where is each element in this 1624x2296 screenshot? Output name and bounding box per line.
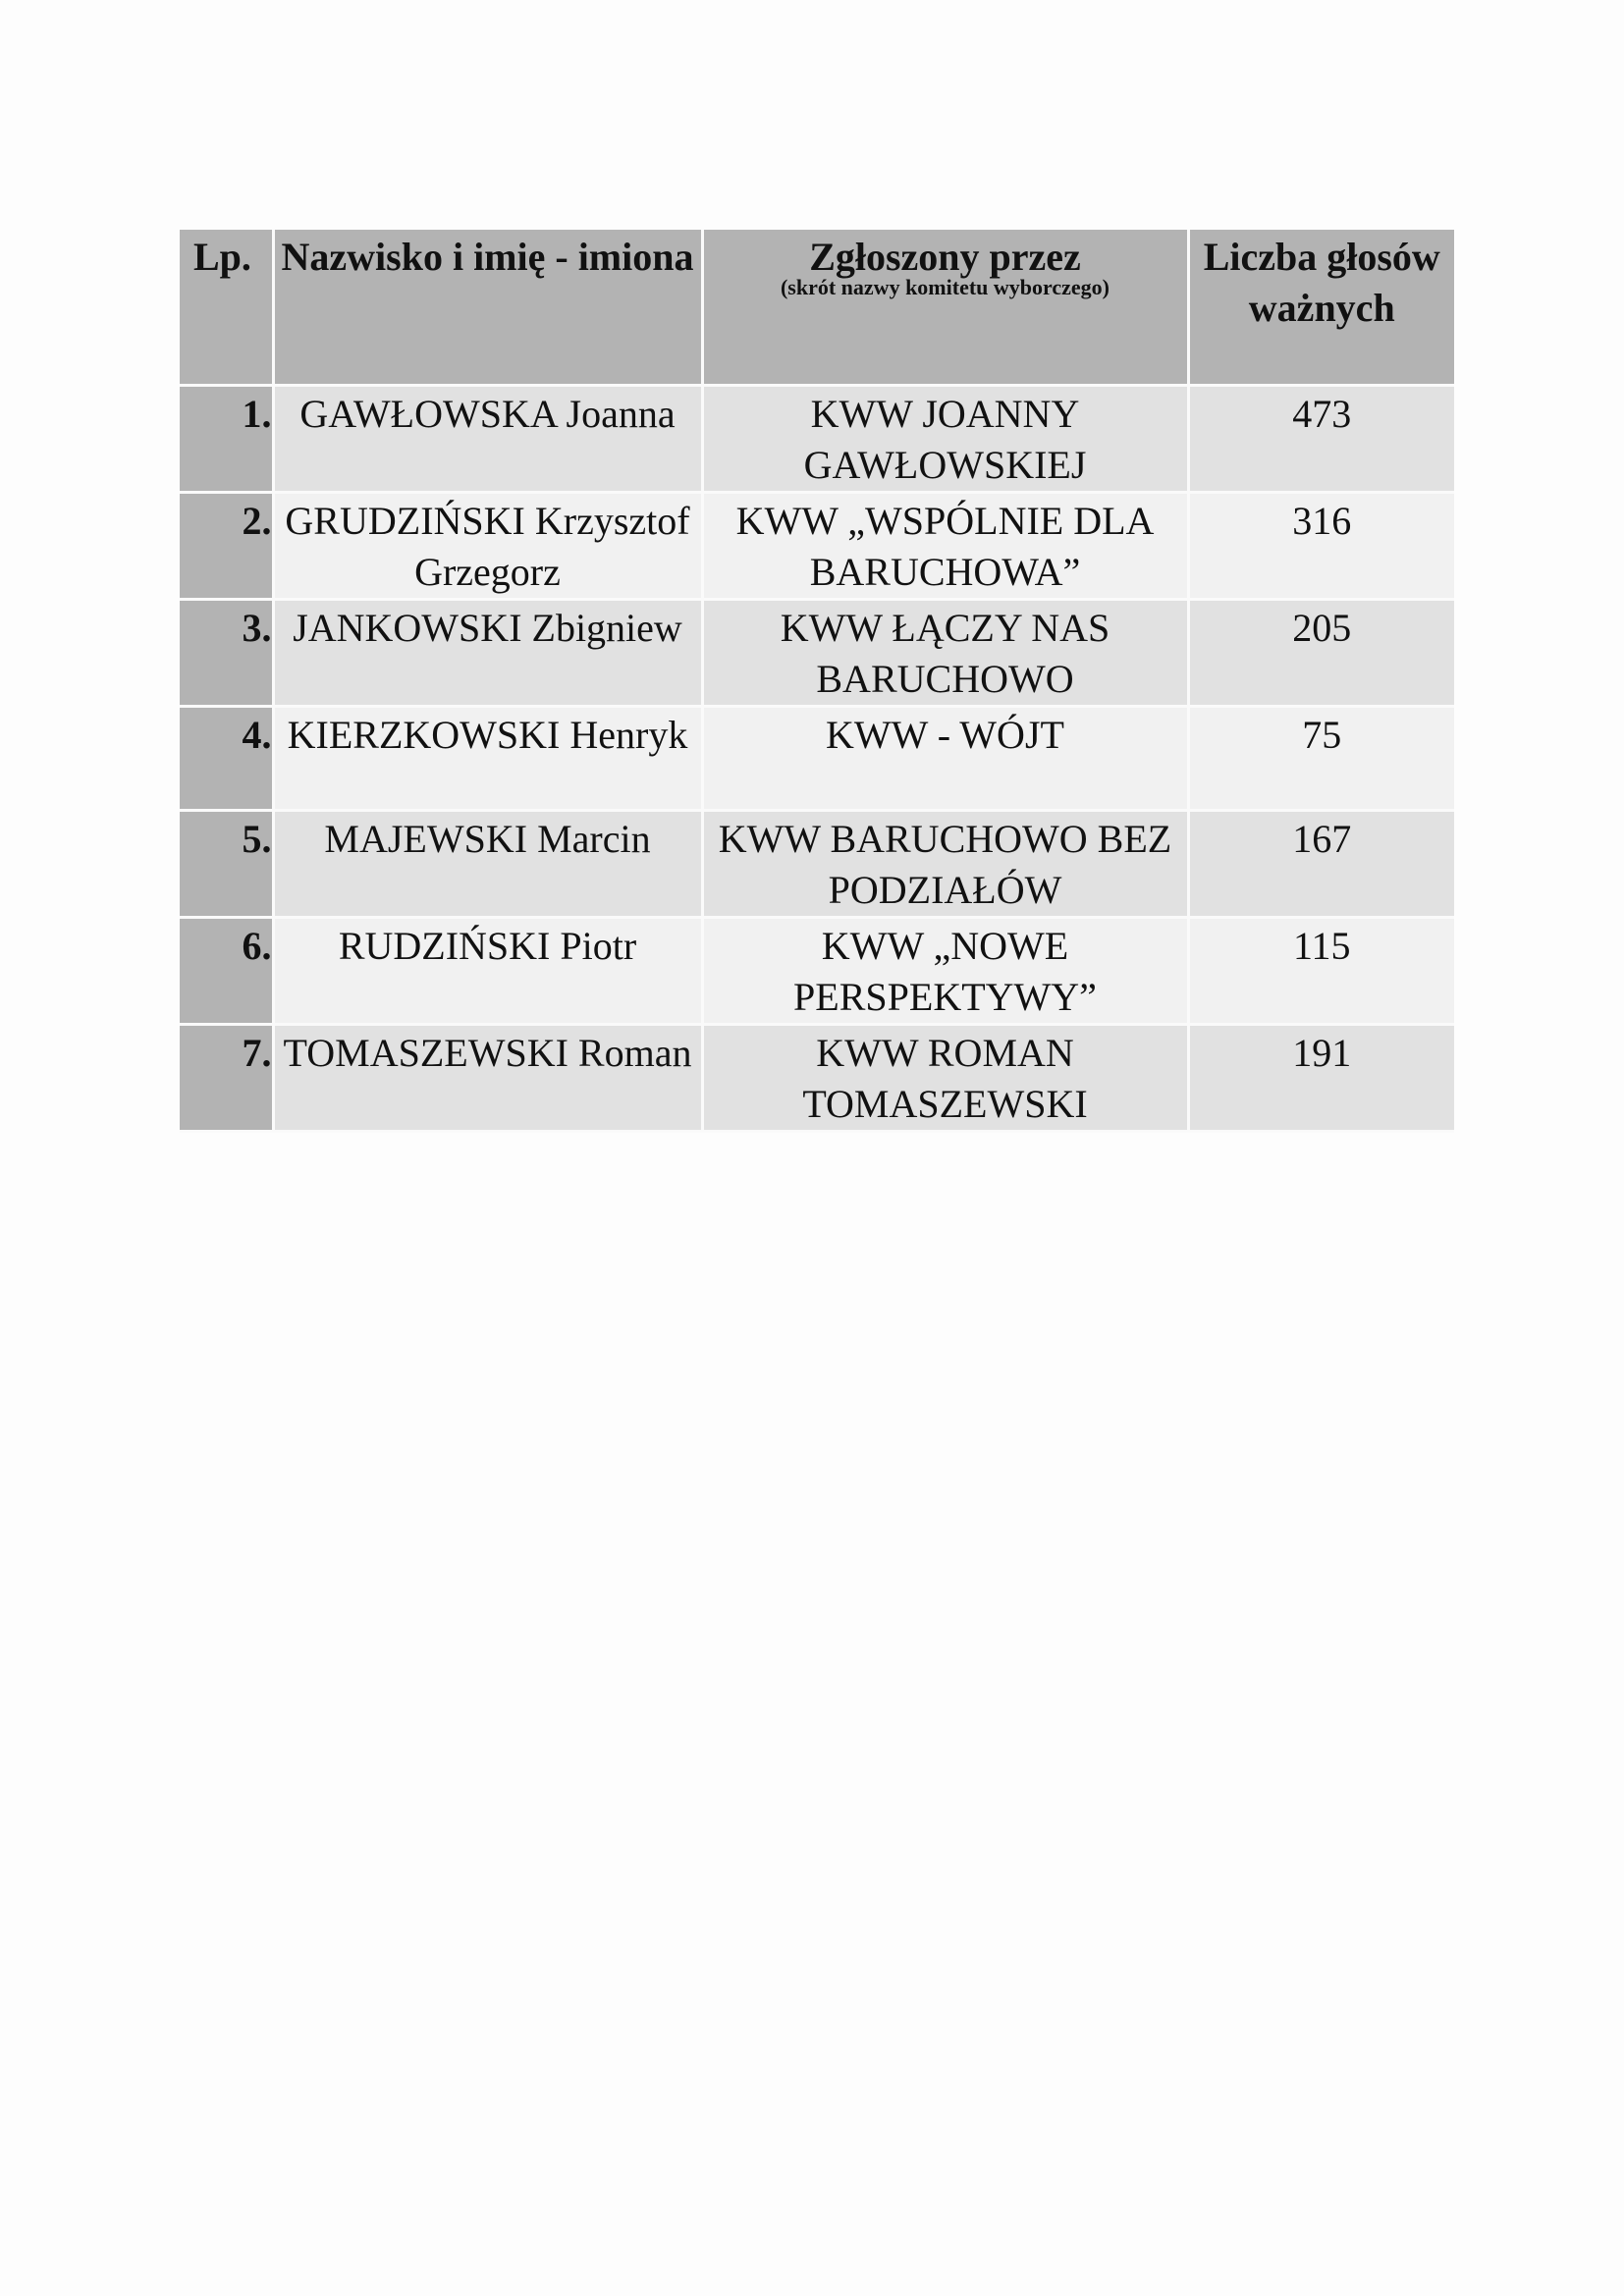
table-row [180,600,1454,707]
row-lp: 7. [180,1025,273,1132]
row-committee: KWW ROMAN TOMASZEWSKI [702,1025,1188,1132]
table-row [180,707,1454,811]
row-committee: KWW „NOWE PERSPEKTYWY” [702,918,1188,1025]
row-lp: 2. [180,493,273,600]
header-votes [1188,230,1454,386]
header-committee [702,230,1188,386]
row-votes: 473 [1188,386,1454,493]
row-name: RUDZIŃSKI Piotr [273,918,702,1025]
row-lp: 1. [180,386,273,493]
header-name-label: Nazwisko i imię - imiona [281,235,694,279]
table-row [180,811,1454,918]
header-name [273,230,702,386]
header-row [180,230,1454,386]
row-committee: KWW BARUCHOWO BEZ PODZIAŁÓW [702,811,1188,918]
row-name: GRUDZIŃSKI Krzysztof Grzegorz [273,493,702,600]
header-lp: Lp. [180,230,273,386]
row-name: KIERZKOWSKI Henryk [273,707,702,811]
row-committee: KWW „WSPÓLNIE DLA BARUCHOWA” [702,493,1188,600]
row-votes: 75 [1188,707,1454,811]
table-header [180,230,1454,386]
row-committee: KWW JOANNY GAWŁOWSKIEJ [702,386,1188,493]
row-votes: 316 [1188,493,1454,600]
table-row [180,1025,1454,1132]
table-row [180,386,1454,493]
header-committee-label: Zgłoszony przez [809,235,1081,279]
row-votes: 115 [1188,918,1454,1025]
row-name: JANKOWSKI Zbigniew [273,600,702,707]
row-votes: 167 [1188,811,1454,918]
row-lp: 5. [180,811,273,918]
election-results-table [180,230,1454,1133]
table-row [180,493,1454,600]
row-lp: 3. [180,600,273,707]
header-votes-label: Liczba głosów ważnych [1203,235,1440,330]
row-lp: 6. [180,918,273,1025]
row-name: TOMASZEWSKI Roman [273,1025,702,1132]
row-name: MAJEWSKI Marcin [273,811,702,918]
table-row [180,918,1454,1025]
header-committee-sublabel: (skrót nazwy komitetu wyborczego) [780,275,1110,299]
row-votes: 191 [1188,1025,1454,1132]
row-name: GAWŁOWSKA Joanna [273,386,702,493]
row-votes: 205 [1188,600,1454,707]
table-body [180,386,1454,1132]
row-committee: KWW - WÓJT [702,707,1188,811]
row-committee: KWW ŁĄCZY NAS BARUCHOWO [702,600,1188,707]
row-lp: 4. [180,707,273,811]
